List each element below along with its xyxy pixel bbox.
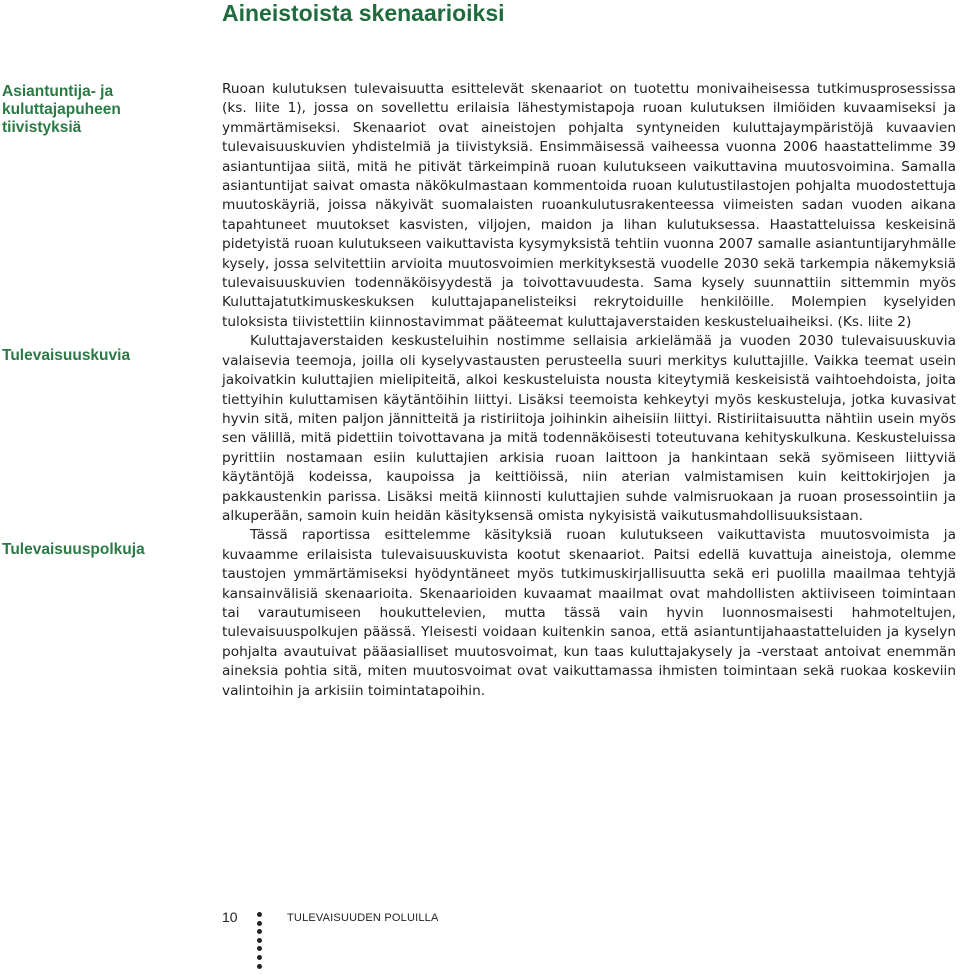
footer-dots-decoration	[257, 912, 263, 972]
page-title: Aineistoista skenaarioiksi	[222, 0, 505, 26]
running-title: TULEVAISUUDEN POLUILLA	[287, 912, 439, 924]
paragraph-2: Kuluttajaverstaiden keskusteluihin nostimme sellaisia arkielämää ja vuoden 2030 tulevaisuuskuvia valaisevia teemoja, joilla oli kyselyvastausten perusteella suuri merkitys kuluttajille. Vaikka teemat usein jakoivatkin kuluttajien mielipiteitä, alkoi keskusteluista nousta kiteytymiä keskeisistä vaihtoehdoista, joita tiettyihin kuluttamisen käytäntöihin liittyi. Lisäksi teemoista kehkeytyi myös keskusteluja, jotka kuvasivat hyvin sitä, miten paljon jännitteitä ja ristiriitoja joihinkin aiheisiin liittyi. Ristiriitaisuutta nähtiin usein myös sen välillä, mitä pidettiin toivottavana ja mitä todennäköisesti toteutuvana kehityskulkuna. Keskusteluissa pyrittiin nostamaan esiin kuluttajien arkisia ruoan laittoon ja hankintaan sekä syömiseen liittyviä käytäntöjä kodeissa, kaupoissa ja keittiöissä, niin aterian valmistamisen kuin keittokirjojen ja pakkaustenkin parissa. Lisäksi meitä kiinnosti kuluttajien suhde valmisruokaan ja ruoan prosessointiin ja alkuperään, samoin kuin heidän käsityksensä omista nykyisistä vaikutusmahdollisuuksistaan.	[222, 333, 956, 524]
page-number: 10	[222, 909, 238, 925]
sidebar-heading-tiivistyksia: Asiantuntija- ja kuluttajapuheen tiivistyksiä	[2, 83, 121, 136]
body-text	[222, 80, 956, 701]
sidebar-heading-tulevaisuuspolkuja: Tulevaisuuspolkuja	[2, 541, 145, 558]
paragraph-3: Tässä raportissa esittelemme käsityksiä ruoan kulutukseen vaikuttavista muutosvoimista ja kuvaamme erilaisista tulevaisuuskuvista kootut skenaariot. Paitsi edellä kuvattuja aineistoja, olemme taustojen ymmärtämiseksi hyödyntäneet myös tutkimuskirjallisuutta sekä eri puolilla maailmaa tehtyjä kansainvälisiä skenaarioita. Skenaarioiden kuvaamat maailmat ovat mahdollisten aktiiviseen toimintaan tai varautumiseen houkuttelevien, mutta tässä vain hyvin luonnosmaisesti hahmoteltujen, tulevaisuuspolkujen päässä. Yleisesti voidaan kuitenkin sanoa, että asiantuntijahaastatteluiden ja kyselyn pohjalta avautuivat pääasialliset muutosvoimat, kun taas kuluttajakysely ja -verstaat antoivat enemmän aineksia pohtia sitä, miten muutosvoimat ovat vaikuttamassa ihmisten toimintaan sekä ruokaa koskeviin valintoihin ja arkisiin toimintatapoihin.	[222, 527, 956, 699]
paragraph-1: Ruoan kulutuksen tulevaisuutta esittelevät skenaariot on tuotettu monivaiheisessa tutkimusprosessissa (ks. liite 1), jossa on sovellettu erilaisia lähestymistapoja ruoan kulutuksen ilmiöiden kuvaamiseksi ja ymmärtämiseksi. Skenaariot ovat aineistojen pohjalta syntyneiden kuluttajaympäristöjä kuvaavien tulevaisuuskuvien yhdistelmiä ja tiivistyksiä. Ensimmäisessä vaiheessa vuonna 2006 haastattelimme 39 asiantuntijaa siitä, mitä he pitivät tärkeimpinä ruoan kulutukseen vaikuttavina muutosvoimina. Samalla asiantuntijat saivat omasta näkökulmastaan kommentoida ruoan kulutustilastojen pohjalta muodostettuja muutoskäyriä, joissa näkyivät suomalaisten ruoankulutusrakenteessa viimeisten sadan vuoden aikana tapahtuneet muutokset kasvisten, viljojen, maidon ja lihan kulutuksessa. Haastatteluissa keskeisinä pidetyistä ruoan kulutukseen vaikuttavista kysymyksistä tehtiin vuonna 2007 samalle asiantuntijaryhmälle kysely, jossa selvitettiin arvioita muutosvoimien merkityksestä vuodelle 2030 sekä tarkempia näkemyksiä tulevaisuuskuvien todennäköisyydestä ja toivottavuudesta. Sama kysely suunnattiin sittemmin myös Kuluttajatutkimuskeskuksen kuluttajapanelisteiksi rekrytoiduille henkilöille. Molempien kyselyiden tuloksista tiivistettiin kiinnostavimmat pääteemat kuluttajaverstaiden keskusteluaiheiksi. (Ks. liite 2)	[222, 81, 956, 330]
sidebar-heading-tulevaisuuskuvia: Tulevaisuuskuvia	[2, 347, 131, 364]
